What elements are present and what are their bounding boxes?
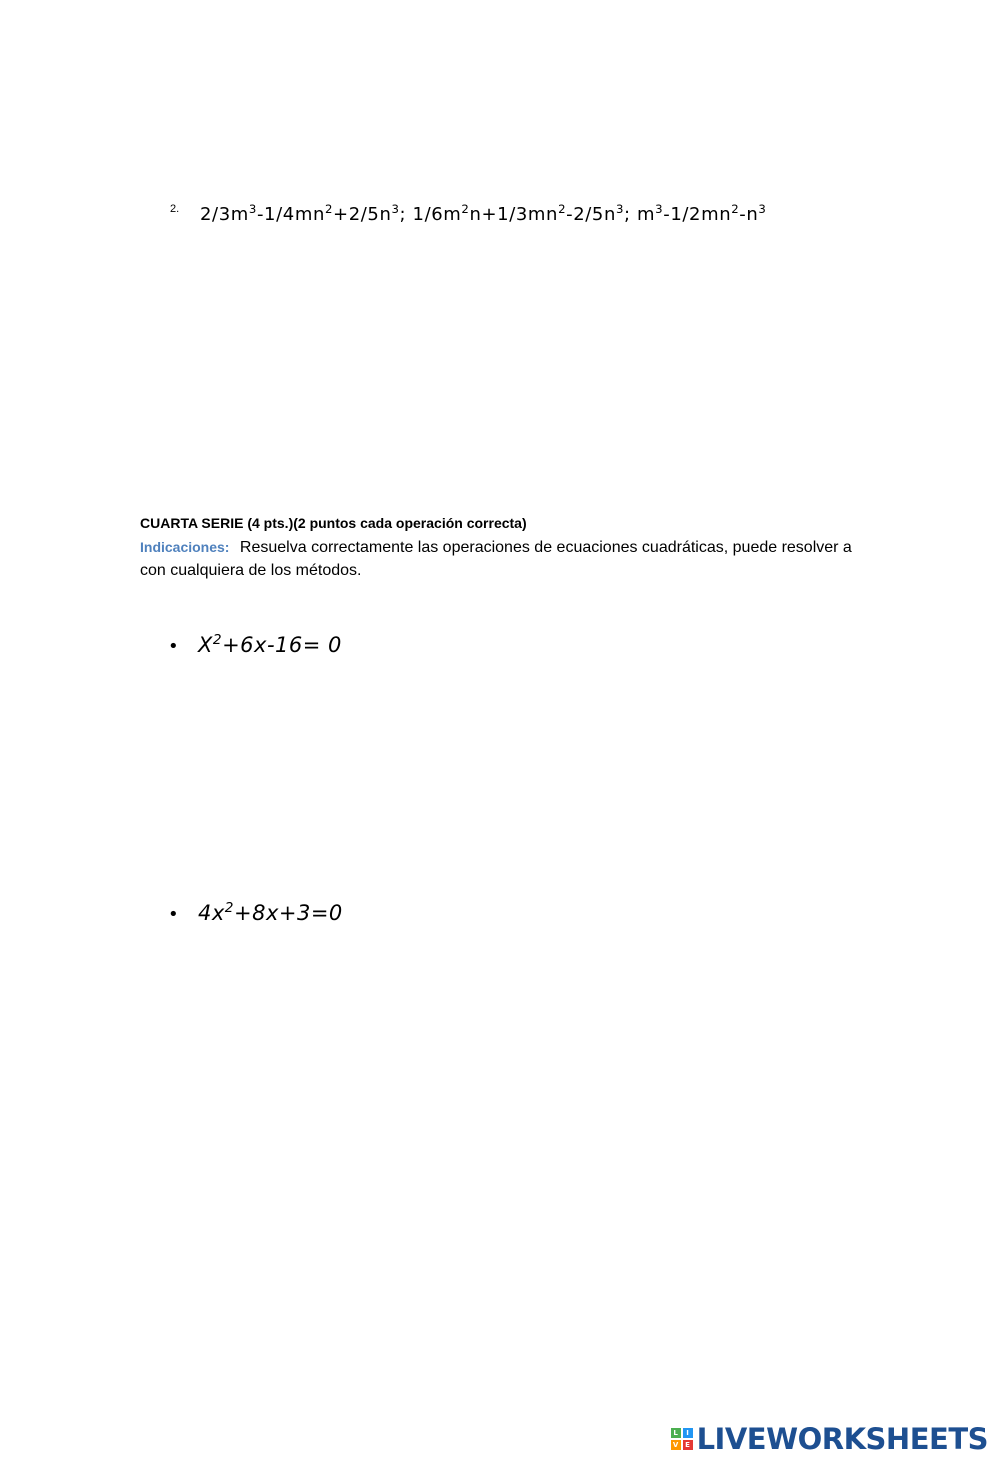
item-number: 2. bbox=[170, 203, 180, 215]
logo-letter: I bbox=[683, 1428, 693, 1438]
quadratic-equation: $X^2+6x-16= 0$ bbox=[198, 632, 342, 657]
polynomial-expression: $2/3m^3-1/4mn^2+2/5n^3$; $1/6m^2n+1/3mn^2-2/5n^3$; $m^3-1/2mn^2-n^3$ bbox=[200, 202, 767, 225]
logo-text: LIVEWORKSHEETS bbox=[696, 1422, 988, 1456]
equation-item-2 bbox=[168, 901, 343, 925]
indications-label: Indicaciones: bbox=[140, 539, 230, 555]
logo-letter: E bbox=[683, 1440, 693, 1450]
bullet-icon: • bbox=[168, 904, 179, 925]
bullet-icon: • bbox=[168, 636, 179, 657]
liveworksheets-logo bbox=[671, 1422, 988, 1456]
indications bbox=[140, 536, 880, 582]
logo-letter: L bbox=[671, 1428, 681, 1438]
quadratic-equation: $4x^2+8x+3=0$ bbox=[198, 900, 343, 925]
section-title: CUARTA SERIE (4 pts.)(2 puntos cada operación correcta) bbox=[140, 515, 527, 531]
equation-item-1 bbox=[168, 633, 342, 657]
indications-text: Resuelva correctamente las operaciones de ecuaciones cuadráticas, puede resolver a con cualquiera de los métodos. bbox=[140, 539, 852, 579]
exercise-item-2 bbox=[170, 204, 766, 225]
logo-letter: V bbox=[671, 1440, 681, 1450]
logo-icon bbox=[671, 1428, 693, 1450]
